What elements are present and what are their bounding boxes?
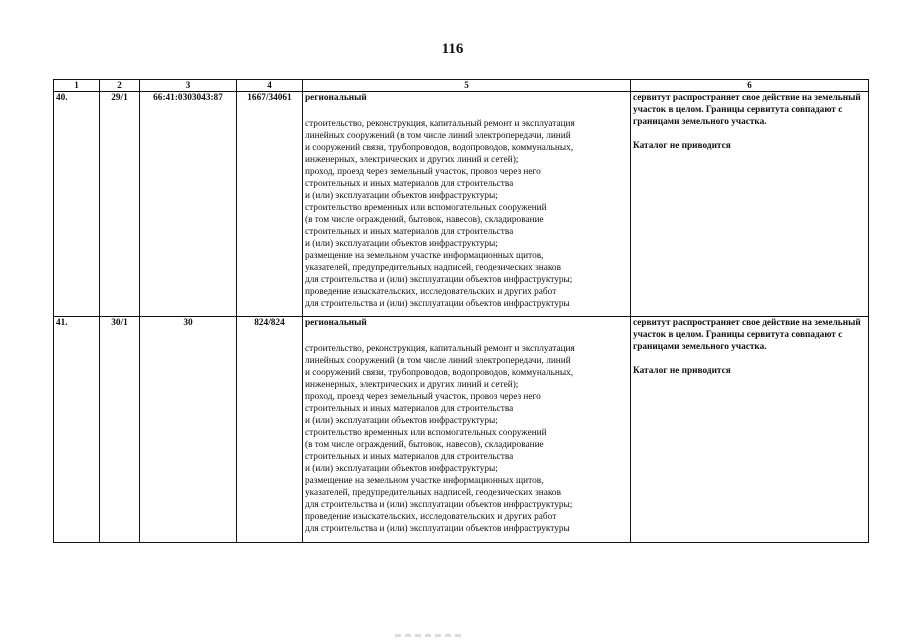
point-number: 30/1 xyxy=(100,317,140,543)
purpose-text: строительство, реконструкция, капитальный ремонт и эксплуатация линейных сооружений (в том числе линий электропередачи, линий и сооружений связи, трубопроводов, водопроводов, коммунальных, инженерных, электрических и других линий и сетей); проход, проезд через земельный участок, провоз через него строительных и иных материалов для строительства и (или) эксплуатации объектов инфраструктуры; строительство временных или вспомогательных сооружений (в том числе ограждений, бытовок, навесов), складирование строительных и иных материалов для строительства и (или) эксплуатации объектов инфраструктуры; размещение на земельном участке информационных щитов, указателей, предупредительных надписей, геодезических знаков для строительства и (или) эксплуатации объектов инфраструктуры; проведение изыскательских, исследовательских и других работ для строительства и (или) эксплуатации объектов инфраструктуры xyxy=(305,344,575,534)
note-text: сервитут распространяет свое действие на земельный участок в целом. Границы сервитута совпадают с границами земельного участка. xyxy=(633,318,861,352)
servitude-table xyxy=(53,79,869,543)
purpose-cell xyxy=(303,92,631,317)
note-cell xyxy=(631,92,869,317)
area-value: 1667/34061 xyxy=(237,92,303,317)
column-header-2: 2 xyxy=(100,80,140,92)
note-text: сервитут распространяет свое действие на земельный участок в целом. Границы сервитута совпадают с границами земельного участка. xyxy=(633,93,861,127)
note-cell xyxy=(631,317,869,543)
table-row xyxy=(54,92,869,317)
header-row xyxy=(54,80,869,92)
servitude-mode: региональный xyxy=(305,318,367,328)
area-value: 824/824 xyxy=(237,317,303,543)
column-header-4: 4 xyxy=(237,80,303,92)
table-row xyxy=(54,317,869,543)
page-number: 116 xyxy=(441,41,464,57)
cadastral-number: 66:41:0303043:87 xyxy=(140,92,237,317)
servitude-mode: региональный xyxy=(305,93,367,103)
row-number: 40. xyxy=(54,92,100,317)
purpose-cell xyxy=(303,317,631,543)
catalog-note: Каталог не приводится xyxy=(633,141,731,151)
point-number: 29/1 xyxy=(100,92,140,317)
column-header-6: 6 xyxy=(631,80,869,92)
column-header-5: 5 xyxy=(303,80,631,92)
cadastral-number: 30 xyxy=(140,317,237,543)
row-number: 41. xyxy=(54,317,100,543)
purpose-text: строительство, реконструкция, капитальный ремонт и эксплуатация линейных сооружений (в том числе линий электропередачи, линий и сооружений связи, трубопроводов, водопроводов, коммунальных, инженерных, электрических и других линий и сетей); проход, проезд через земельный участок, провоз через него строительных и иных материалов для строительства и (или) эксплуатации объектов инфраструктуры; строительство временных или вспомогательных сооружений (в том числе ограждений, бытовок, навесов), складирование строительных и иных материалов для строительства и (или) эксплуатации объектов инфраструктуры; размещение на земельном участке информационных щитов, указателей, предупредительных надписей, геодезических знаков для строительства и (или) эксплуатации объектов инфраструктуры; проведение изыскательских, исследовательских и других работ для строительства и (или) эксплуатации объектов инфраструктуры xyxy=(305,119,575,309)
catalog-note: Каталог не приводится xyxy=(633,366,731,376)
column-header-3: 3 xyxy=(140,80,237,92)
scan-artifact xyxy=(395,634,465,637)
column-header-1: 1 xyxy=(54,80,100,92)
